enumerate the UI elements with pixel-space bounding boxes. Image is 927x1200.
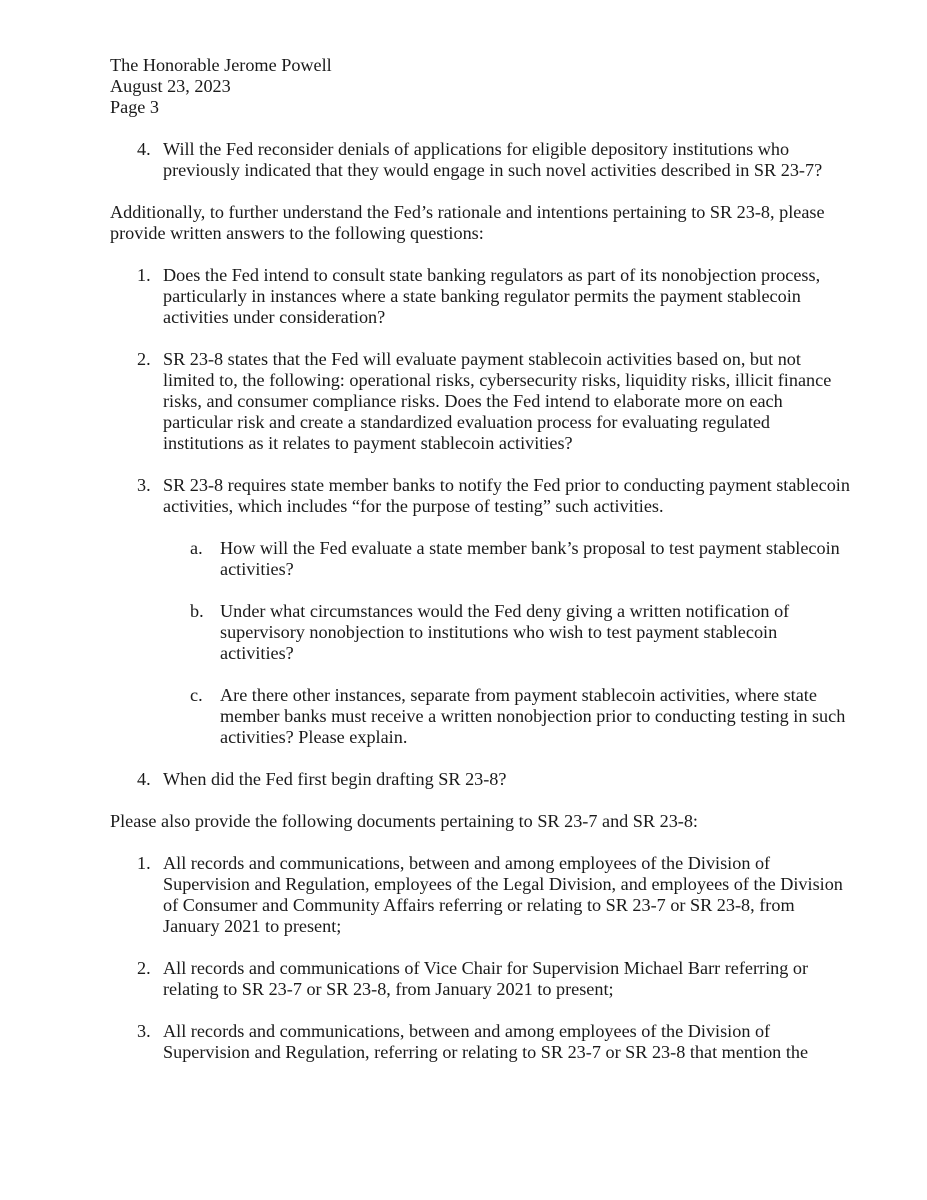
list-item-marker: 1. <box>137 853 151 873</box>
list-item-text: All records and communications, between and among employees of the Division of Supervision and Regulation, referring or relating to SR 23-7 or SR 23-8 that mention the <box>163 1021 809 1062</box>
list-item-text: SR 23-8 requires state member banks to notify the Fed prior to conducting payment stablecoin activities, which includes “for the purpose of testing” such activities. <box>163 475 850 516</box>
list-item-text: All records and communications, between and among employees of the Division of Supervision and Regulation, employees of the Legal Division, and employees of the Division of Consumer and Community Affairs referring or relating to SR 23-7 or SR 23-8, from January 2021 to present; <box>163 853 843 936</box>
numbered-list-item <box>110 349 850 454</box>
list-item-text: Will the Fed reconsider denials of applications for eligible depository institutions who previously indicated that they would engage in such novel activities described in SR 23-7? <box>163 139 823 180</box>
list-item-marker: 2. <box>137 349 151 369</box>
list-item-marker: 1. <box>137 265 151 285</box>
list-item-marker: 3. <box>137 475 151 495</box>
numbered-list-item <box>110 958 850 1000</box>
list-item-marker: 2. <box>137 958 151 978</box>
list-item-marker: 3. <box>137 1021 151 1041</box>
numbered-list-item <box>110 475 850 517</box>
list-item-text: SR 23-8 states that the Fed will evaluate payment stablecoin activities based on, but not limited to, the following: operational risks, cybersecurity risks, liquidity risks, illicit finance risks, and consumer compliance risks. Does the Fed intend to elaborate more on each particular risk and create a standardized evaluation process for evaluating regulated institutions as it relates to payment stablecoin activities? <box>163 349 832 453</box>
list-item-marker: b. <box>190 601 204 621</box>
list-item-marker: c. <box>190 685 203 705</box>
numbered-list-item <box>110 1021 850 1063</box>
list-item-text: Does the Fed intend to consult state banking regulators as part of its nonobjection process, particularly in instances where a state banking regulator permits the payment stablecoin activities under consideration? <box>163 265 821 327</box>
list-item-text: How will the Fed evaluate a state member bank’s proposal to test payment stablecoin activities? <box>220 538 840 579</box>
list-item-text: Under what circumstances would the Fed deny giving a written notification of supervisory nonobjection to institutions who wish to test payment stablecoin activities? <box>220 601 790 663</box>
paragraph: Please also provide the following documents pertaining to SR 23-7 and SR 23-8: <box>110 811 698 831</box>
numbered-list-item <box>110 139 850 181</box>
lettered-list-item <box>110 601 850 664</box>
list-item-text: Are there other instances, separate from payment stablecoin activities, where state member banks must receive a written nonobjection prior to conducting testing in such activities? Please explain. <box>220 685 846 747</box>
list-item-marker: a. <box>190 538 203 558</box>
numbered-list-item <box>110 853 850 937</box>
lettered-list-item <box>110 538 850 580</box>
list-item-marker: 4. <box>137 769 151 789</box>
list-item-text: All records and communications of Vice Chair for Supervision Michael Barr referring or relating to SR 23-7 or SR 23-8, from January 2021 to present; <box>163 958 809 999</box>
numbered-list-item <box>110 769 850 790</box>
letter-date: August 23, 2023 <box>110 76 231 96</box>
list-item-text: When did the Fed first begin drafting SR 23-8? <box>163 769 507 789</box>
list-item-marker: 4. <box>137 139 151 159</box>
page-number: Page 3 <box>110 97 159 117</box>
lettered-list-item <box>110 685 850 748</box>
paragraph: Additionally, to further understand the Fed’s rationale and intentions pertaining to SR 23-8, please provide written answers to the following questions: <box>110 202 825 243</box>
recipient-name: The Honorable Jerome Powell <box>110 55 332 75</box>
letter-header <box>110 55 850 118</box>
numbered-list-item <box>110 265 850 328</box>
